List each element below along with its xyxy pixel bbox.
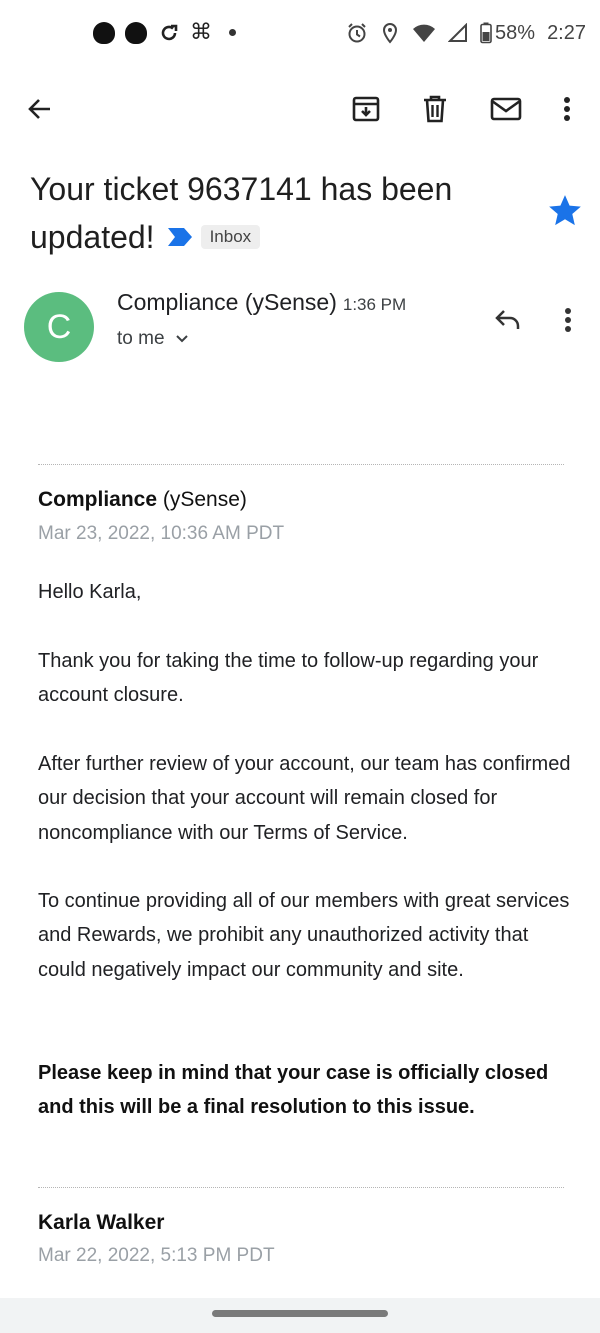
email-subject (30, 165, 530, 261)
previous-message-date: Mar 22, 2022, 5:13 PM PDT (38, 1245, 275, 1266)
message-more-button[interactable] (548, 300, 588, 340)
received-time: 1:36 PM (342, 295, 407, 314)
clock: 2:27 (547, 21, 586, 44)
previous-message-sender[interactable]: Karla Walker (38, 1211, 165, 1234)
reply-icon (494, 309, 522, 331)
back-arrow-icon (26, 95, 54, 123)
sender-line (117, 289, 406, 316)
archive-icon (351, 94, 381, 124)
battery-icon (480, 22, 492, 44)
location-icon (380, 22, 400, 44)
home-gesture-handle[interactable] (212, 1310, 388, 1317)
divider (38, 464, 564, 465)
recipient-label: to me (117, 328, 165, 349)
wifi-icon (412, 23, 436, 43)
notification-icon (93, 22, 115, 44)
mail-icon (490, 97, 522, 121)
body-paragraph: After further review of your account, our team has confirmed our decision that your account will remain closed for noncompliance with our Terms of Service. (38, 753, 571, 844)
recipient-details-toggle[interactable] (117, 328, 189, 350)
important-marker-icon[interactable] (167, 227, 193, 247)
quoted-sender-name: Compliance (38, 488, 158, 511)
sync-icon (158, 22, 180, 44)
quoted-date: Mar 23, 2022, 10:36 AM PDT (38, 523, 285, 544)
mark-unread-button[interactable] (485, 88, 527, 130)
body-paragraph-emphasis: Please keep in mind that your case is officially closed and this will be a final resolution to this issue. (38, 1062, 549, 1119)
status-bar (0, 0, 600, 64)
body-paragraph: Thank you for taking the time to follow-up regarding your account closure. (38, 650, 539, 707)
star-icon[interactable] (546, 192, 584, 230)
divider (38, 1187, 564, 1188)
more-vert-icon (564, 307, 572, 333)
signal-icon (448, 23, 468, 43)
quoted-sender-org: (ySense) (157, 488, 247, 511)
chevron-down-icon (175, 334, 189, 344)
sender-avatar[interactable]: C (24, 292, 94, 362)
label-chip-inbox[interactable]: Inbox (201, 225, 261, 249)
sender-name[interactable]: Compliance (ySense) (117, 289, 337, 315)
body-paragraph: To continue providing all of our members with great services and Rewards, we prohibit any unauthorized activity that could negatively impact our community and site. (38, 890, 570, 981)
battery-percentage: 58% (495, 21, 536, 44)
delete-button[interactable] (414, 88, 456, 130)
body-paragraph: Hello Karla, (38, 581, 142, 603)
back-button[interactable] (19, 88, 61, 130)
command-icon: ⌘ (190, 19, 212, 44)
notification-icon (125, 22, 147, 44)
quoted-sender (38, 488, 247, 512)
trash-icon (421, 94, 449, 124)
subject-text: Your ticket 9637141 has been (30, 171, 453, 207)
alarm-icon (346, 22, 368, 44)
subject-text: updated! (30, 219, 155, 255)
more-notifications-icon (229, 29, 236, 36)
more-vert-icon (563, 96, 571, 122)
reply-button[interactable] (488, 300, 528, 340)
archive-button[interactable] (345, 88, 387, 130)
more-options-button[interactable] (546, 88, 588, 130)
